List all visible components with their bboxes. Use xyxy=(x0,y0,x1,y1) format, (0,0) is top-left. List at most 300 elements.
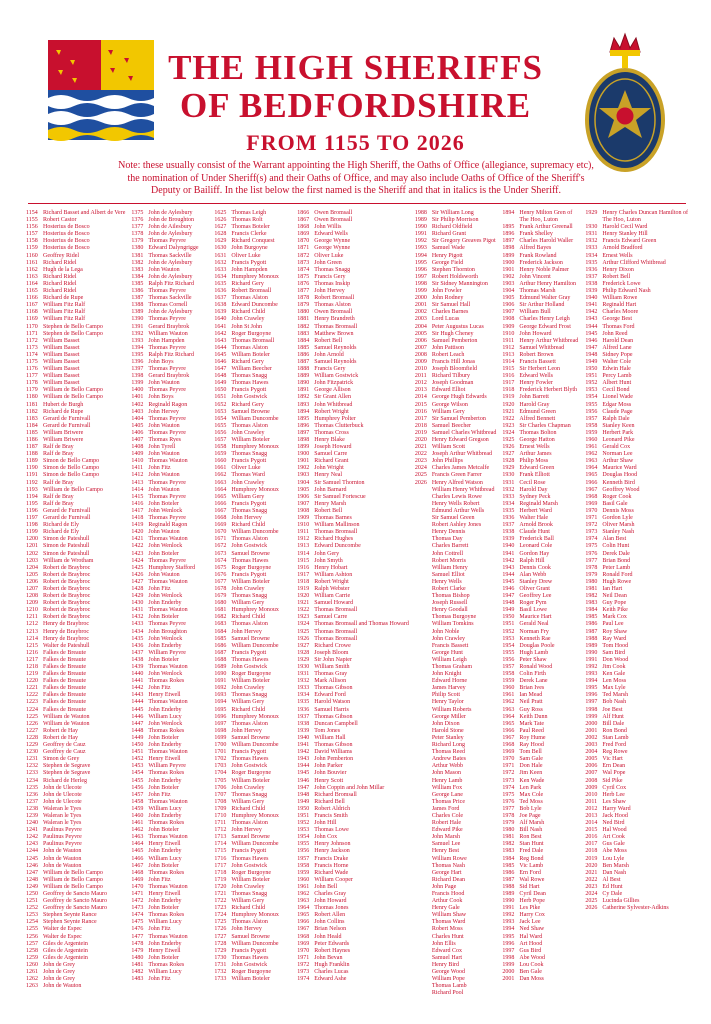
entry-name: Francis Bassett xyxy=(431,642,469,649)
list-item xyxy=(214,267,291,274)
entry-name: William Duncombe xyxy=(231,841,279,848)
entry-name: Percy Lamb xyxy=(602,373,632,380)
entry-name: Leonard Pike xyxy=(602,437,635,443)
entry-year: 2015 xyxy=(585,827,598,834)
entry-name: Ralf de Bray xyxy=(43,444,74,451)
entry-year: 1974 xyxy=(502,784,515,791)
entry-name: Sid Hart xyxy=(519,883,540,890)
entry-year: 1243 xyxy=(26,841,38,848)
entry-year: 1938 xyxy=(502,529,515,536)
entry-name: Richard Hughes xyxy=(314,536,354,543)
entry-name: Thomas Peyvre xyxy=(148,344,186,351)
list-column xyxy=(585,210,688,1016)
entry-name: Art Hood xyxy=(519,940,543,947)
entry-name: Cecil Rose xyxy=(519,479,546,486)
entry-year: 1236 xyxy=(26,791,38,798)
entry-name: William Boteler xyxy=(231,876,270,883)
entry-name: Ned Shaw xyxy=(519,926,545,933)
entry-year: 1466 xyxy=(131,855,144,862)
entry-year: 1960 xyxy=(585,437,598,443)
entry-name: Frank Arthur Greenall xyxy=(519,224,573,231)
entry-name: John Hervey xyxy=(314,288,345,295)
entry-name: Peter Lamb xyxy=(602,564,631,571)
entry-year: 1468 xyxy=(131,869,144,876)
list-item xyxy=(214,217,291,224)
list-item xyxy=(415,373,497,380)
entry-year: 1725 xyxy=(214,919,227,926)
entry-name: Francis Pygott xyxy=(231,947,267,954)
list-item xyxy=(131,423,208,430)
list-item xyxy=(131,636,208,643)
entry-year: 1732 xyxy=(214,969,227,976)
entry-year: 1456 xyxy=(131,784,144,791)
list-item xyxy=(26,416,125,423)
list-item xyxy=(214,536,291,543)
entry-name: William Lucy xyxy=(148,805,182,812)
list-item xyxy=(415,863,497,870)
list-item xyxy=(131,891,208,898)
entry-year: 1636 xyxy=(214,288,227,295)
list-item xyxy=(131,749,208,756)
entry-name: Gordon Lyle xyxy=(602,515,633,522)
list-item xyxy=(131,494,208,501)
entry-name: Mark Cox xyxy=(602,614,627,621)
entry-name: Sir Philip Morrison xyxy=(431,217,479,224)
list-item xyxy=(26,969,125,976)
list-item xyxy=(26,728,125,735)
entry-year: 1469 xyxy=(131,876,144,883)
entry-year: 1957 xyxy=(502,664,515,670)
list-item xyxy=(131,856,208,863)
entry-name: Henry Dennis xyxy=(431,529,466,536)
entry-name: Jim Keen xyxy=(519,770,543,777)
entry-name: Ed Hunt xyxy=(602,883,623,890)
entry-year: 1996 xyxy=(585,692,598,699)
entry-year: 1642 xyxy=(214,330,227,337)
entry-name: Frank Elliott xyxy=(519,472,550,479)
list-item xyxy=(26,955,125,962)
entry-name: Lucinda Gillies xyxy=(602,898,640,905)
entry-name: Henry Goodall xyxy=(431,607,468,614)
list-item xyxy=(131,338,208,345)
entry-year: 1913 xyxy=(502,351,515,358)
list-item xyxy=(415,607,497,614)
list-item xyxy=(297,558,409,565)
entry-name: Thomas Alston xyxy=(231,820,268,827)
list-item xyxy=(214,579,291,586)
entry-name: Robert Ashley Jones xyxy=(431,522,482,529)
entry-name: Thomas Bromsall xyxy=(314,529,358,536)
entry-year: 1176 xyxy=(26,366,38,373)
entry-name: Owen Bromsall xyxy=(314,309,353,316)
entry-name: Stephen de Segrave xyxy=(43,763,91,770)
entry-year: 1241 xyxy=(26,827,38,834)
entry-name: Neil Pratt xyxy=(519,699,543,706)
list-item xyxy=(415,834,497,841)
entry-name: Robert de Braybroc xyxy=(43,585,91,592)
entry-year: 1660 xyxy=(214,458,227,465)
entry-name: William Basset xyxy=(43,358,80,365)
entry-year: 1388 xyxy=(131,302,144,309)
entry-name: Norman Lee xyxy=(602,451,633,458)
entry-year: 1423 xyxy=(131,550,144,557)
entry-year: 1445 xyxy=(131,706,144,713)
list-item xyxy=(214,316,291,323)
entry-year: 1970 xyxy=(502,756,515,763)
entry-name: Robert Wright xyxy=(314,578,349,585)
entry-year: 1870 xyxy=(297,238,310,245)
entry-year: 1964 xyxy=(297,905,310,912)
entry-name: John Crawley xyxy=(231,429,265,436)
list-item xyxy=(214,756,291,763)
list-item xyxy=(297,402,409,409)
entry-name: Sir Samuel Hall xyxy=(431,302,471,309)
entry-year: 1214 xyxy=(26,635,38,642)
entry-year: 1971 xyxy=(585,515,598,522)
list-item xyxy=(415,472,497,479)
entry-year: 1971 xyxy=(502,763,515,770)
list-item xyxy=(214,387,291,394)
entry-year: 1990 xyxy=(502,898,515,905)
entry-year: 1976 xyxy=(502,798,515,805)
entry-name: John Hill xyxy=(314,820,337,827)
entry-year: 1989 xyxy=(585,642,598,649)
entry-year: 1937 xyxy=(297,713,310,720)
entry-year: 1979 xyxy=(585,571,598,578)
entry-year: 1706 xyxy=(214,784,227,791)
entry-name: Philip Moss xyxy=(519,458,549,465)
list-item xyxy=(502,487,579,494)
entry-year: 1997 xyxy=(585,699,598,706)
list-item xyxy=(415,366,497,373)
entry-name: Edward Dalyngrigge xyxy=(148,245,199,252)
entry-year: 1985 xyxy=(585,614,598,621)
list-item xyxy=(415,948,497,955)
entry-name: Al Best xyxy=(602,876,621,883)
list-item xyxy=(297,345,409,352)
list-item xyxy=(26,763,125,770)
entry-name: Stephen Seynte Rance xyxy=(43,912,97,919)
entry-name: Francis Gery xyxy=(314,366,346,373)
entry-year: 1954 xyxy=(502,642,515,649)
entry-year: 1417 xyxy=(131,507,144,514)
entry-name: John Smyth xyxy=(314,557,343,564)
list-item xyxy=(297,778,409,785)
list-item xyxy=(585,274,688,281)
entry-year: 1679 xyxy=(214,593,227,600)
list-item xyxy=(585,316,688,323)
list-item xyxy=(131,593,208,600)
list-item xyxy=(214,394,291,401)
entry-name: Sam Gale xyxy=(519,756,543,763)
list-item xyxy=(131,813,208,820)
entry-year: 1474 xyxy=(131,912,144,919)
entry-year: 1654 xyxy=(214,415,227,422)
list-item xyxy=(26,430,125,437)
entry-year: 1934 xyxy=(297,692,310,699)
list-item xyxy=(297,210,409,217)
entry-name: Charles Moore xyxy=(602,309,639,316)
entry-year: 1899 xyxy=(297,444,310,451)
entry-name: Gerard Braybrok xyxy=(148,373,190,380)
list-item xyxy=(131,402,208,409)
entry-year: 1671 xyxy=(214,536,227,543)
list-item xyxy=(297,799,409,806)
entry-name: Don Wood xyxy=(602,656,629,663)
list-item xyxy=(214,302,291,309)
list-item xyxy=(585,650,688,657)
entry-year: 1961 xyxy=(297,883,310,890)
entry-name: John Broughton xyxy=(148,628,187,635)
entry-name: John Wenlock xyxy=(148,720,183,727)
list-item xyxy=(297,515,409,522)
entry-name: Thomas Alston xyxy=(231,720,268,727)
list-item xyxy=(131,799,208,806)
entry-year: 1182 xyxy=(26,408,38,415)
entry-name: Giles de Argentein xyxy=(43,947,88,954)
entry-name: John de Grey xyxy=(43,961,75,968)
list-item xyxy=(585,260,688,267)
entry-name: John Fitz xyxy=(148,976,171,983)
list-item xyxy=(585,735,688,742)
entry-year: 1435 xyxy=(131,635,144,642)
list-item xyxy=(26,338,125,345)
list-item xyxy=(214,543,291,550)
header-divider xyxy=(28,203,686,204)
entry-name: Thomas Peyvre xyxy=(148,415,186,422)
list-item xyxy=(415,806,497,813)
entry-year: 1897 xyxy=(297,429,310,436)
list-item xyxy=(502,302,579,309)
entry-name: Thomas Lamb xyxy=(431,983,467,990)
list-item xyxy=(502,437,579,444)
entry-name: Richard Child xyxy=(231,309,266,316)
list-item xyxy=(415,919,497,926)
entry-year: 1887 xyxy=(297,358,310,365)
entry-name: Brian Bond xyxy=(602,557,631,564)
entry-year: 2009 xyxy=(585,784,598,791)
list-item xyxy=(585,678,688,685)
entry-year: 1867 xyxy=(297,217,310,224)
list-item xyxy=(585,444,688,451)
entry-name: John Mason xyxy=(431,770,461,777)
entry-year: 1902 xyxy=(297,465,310,472)
list-item xyxy=(585,643,688,650)
list-item xyxy=(415,692,497,699)
entry-name: William Basset xyxy=(43,366,80,373)
list-item xyxy=(585,416,688,423)
list-item xyxy=(415,643,497,650)
list-item xyxy=(26,522,125,529)
entry-year: 1941 xyxy=(585,302,598,309)
entry-name: Duncan Campbell xyxy=(314,720,358,727)
entry-name: William Basset xyxy=(43,380,80,387)
entry-name: Reginald Ragon xyxy=(148,522,188,529)
entry-year: 1674 xyxy=(214,557,227,564)
list-item xyxy=(131,969,208,976)
entry-year: 1924 xyxy=(297,621,310,628)
entry-year: 1382 xyxy=(131,259,144,266)
list-item xyxy=(415,543,497,550)
list-item xyxy=(297,955,409,962)
entry-year: 1989 xyxy=(414,217,427,224)
list-item xyxy=(415,792,497,799)
entry-name: William Peyvre xyxy=(148,763,186,770)
entry-year: 1984 xyxy=(585,607,598,614)
entry-year: 1935 xyxy=(502,507,515,514)
entry-name: Roger Pym xyxy=(519,600,547,607)
entry-name: Thomas Peyvre xyxy=(148,288,186,295)
entry-name: John Crawley xyxy=(231,784,265,791)
entry-name: John Phillips xyxy=(431,458,464,465)
entry-name: Sir Gregory Greaves Pigot xyxy=(431,238,496,245)
list-item xyxy=(26,813,125,820)
list-item xyxy=(502,231,579,238)
entry-year: 1159 xyxy=(26,245,38,252)
list-item xyxy=(214,799,291,806)
entry-name: Humphrey Monoux xyxy=(231,486,279,493)
entry-name: Thomas Bromsall xyxy=(314,323,358,330)
entry-year: 1196 xyxy=(26,507,38,514)
list-item xyxy=(297,267,409,274)
entry-year: 1707 xyxy=(214,791,227,798)
list-item xyxy=(502,366,579,373)
list-item xyxy=(214,969,291,976)
entry-year: 1883 xyxy=(297,330,310,337)
entry-year: 1958 xyxy=(585,422,598,429)
list-item xyxy=(502,501,579,508)
entry-name: William Wauton xyxy=(148,330,188,337)
list-item xyxy=(297,714,409,721)
entry-name: William Ashton xyxy=(314,571,353,578)
entry-year: 1948 xyxy=(502,600,515,607)
entry-year: 1180 xyxy=(26,394,38,401)
list-item xyxy=(214,324,291,331)
entry-name: John de Ailesbury xyxy=(148,224,192,231)
entry-name: Ernest Wells xyxy=(519,444,550,451)
entry-name: John Hervey xyxy=(148,408,179,415)
entry-name: Samuel Hart xyxy=(431,954,462,961)
entry-year: 1989 xyxy=(502,891,515,897)
entry-name: Sir Arthur Holland xyxy=(519,302,565,309)
entry-year: 1436 xyxy=(131,642,144,649)
list-item xyxy=(297,487,409,494)
entry-name: Hugh Rowe xyxy=(602,578,632,585)
entry-year: 1731 xyxy=(214,961,227,968)
entry-year: 1476 xyxy=(131,926,144,933)
list-item xyxy=(585,884,688,891)
entry-name: Sydney Peck xyxy=(519,493,551,500)
list-item xyxy=(585,352,688,359)
list-item xyxy=(131,785,208,792)
entry-name: Harold Stone xyxy=(431,727,464,734)
entry-name: William Basset xyxy=(43,373,80,380)
entry-name: Jim Cook xyxy=(602,664,626,670)
list-item xyxy=(502,834,579,841)
list-item xyxy=(502,629,579,636)
entry-year: 1992 xyxy=(414,238,427,245)
entry-year: 2005 xyxy=(414,330,427,337)
list-item xyxy=(131,522,208,529)
list-item xyxy=(26,870,125,877)
list-item xyxy=(585,934,688,941)
list-item xyxy=(26,494,125,501)
entry-name: Walter Hale xyxy=(519,515,549,522)
entry-year: 1427 xyxy=(131,578,144,585)
entry-year: 1443 xyxy=(131,692,144,699)
entry-name: Cy Dale xyxy=(602,891,623,897)
entry-name: Samuel Browne xyxy=(231,635,270,642)
entry-name: John Fitz xyxy=(148,585,171,592)
list-item xyxy=(585,657,688,664)
entry-year: 1727 xyxy=(214,933,227,940)
list-item xyxy=(26,976,125,983)
entry-name: William Duncombe xyxy=(231,415,279,422)
entry-year: 1959 xyxy=(585,429,598,436)
entry-year: 1945 xyxy=(502,578,515,585)
entry-year: 1465 xyxy=(131,848,144,855)
list-item xyxy=(585,756,688,763)
entry-year: 1881 xyxy=(297,316,310,323)
entry-year: 1900 xyxy=(297,451,310,458)
list-item xyxy=(214,508,291,515)
entry-name: Thomas Hawes xyxy=(231,557,269,564)
list-item xyxy=(26,579,125,586)
entry-name: Humphrey Monoux xyxy=(231,912,279,919)
entry-name: Ralf de Bray xyxy=(43,500,74,507)
entry-name: John Enderby xyxy=(148,848,182,855)
entry-year: 1917 xyxy=(502,380,515,387)
entry-year: 1639 xyxy=(214,309,227,316)
entry-name: Francis Pygott xyxy=(231,458,267,465)
entry-year: 1626 xyxy=(214,217,227,224)
entry-name: Ben Gale xyxy=(519,969,542,976)
entry-name: Thomas Bromsall xyxy=(314,628,358,635)
list-item xyxy=(26,394,125,401)
entry-name: Henry de Braybroc xyxy=(43,628,89,635)
entry-name: Ian Hart xyxy=(602,585,623,592)
list-item xyxy=(415,522,497,529)
list-item xyxy=(415,288,497,295)
list-item xyxy=(415,934,497,941)
entry-name: Henry Blake xyxy=(314,437,345,443)
entry-name: John Boys xyxy=(148,394,174,401)
entry-name: Thomas Price xyxy=(431,798,465,805)
entry-name: Thomas Jones xyxy=(314,905,349,912)
entry-name: Hal Wood xyxy=(602,827,627,834)
entry-name: William Mallinson xyxy=(314,522,360,529)
entry-name: Thomas Gibson xyxy=(314,742,353,749)
list-item xyxy=(131,643,208,650)
entry-name: Edgar Moss xyxy=(602,401,632,408)
entry-year: 1927 xyxy=(297,642,310,649)
list-item xyxy=(26,884,125,891)
list-item xyxy=(26,778,125,785)
entry-name: William Gery xyxy=(231,898,265,905)
entry-year: 1914 xyxy=(502,358,515,365)
list-item xyxy=(26,877,125,884)
entry-year: 1921 xyxy=(297,600,310,607)
list-item xyxy=(502,529,579,536)
entry-name: Samuel Wade xyxy=(431,245,465,252)
entry-name: Bill Nash xyxy=(519,827,543,834)
list-item xyxy=(214,678,291,685)
list-item xyxy=(26,253,125,260)
entry-name: Ray Ward xyxy=(602,635,627,642)
list-item xyxy=(297,565,409,572)
list-item xyxy=(26,834,125,841)
entry-name: William Pope xyxy=(431,976,465,983)
